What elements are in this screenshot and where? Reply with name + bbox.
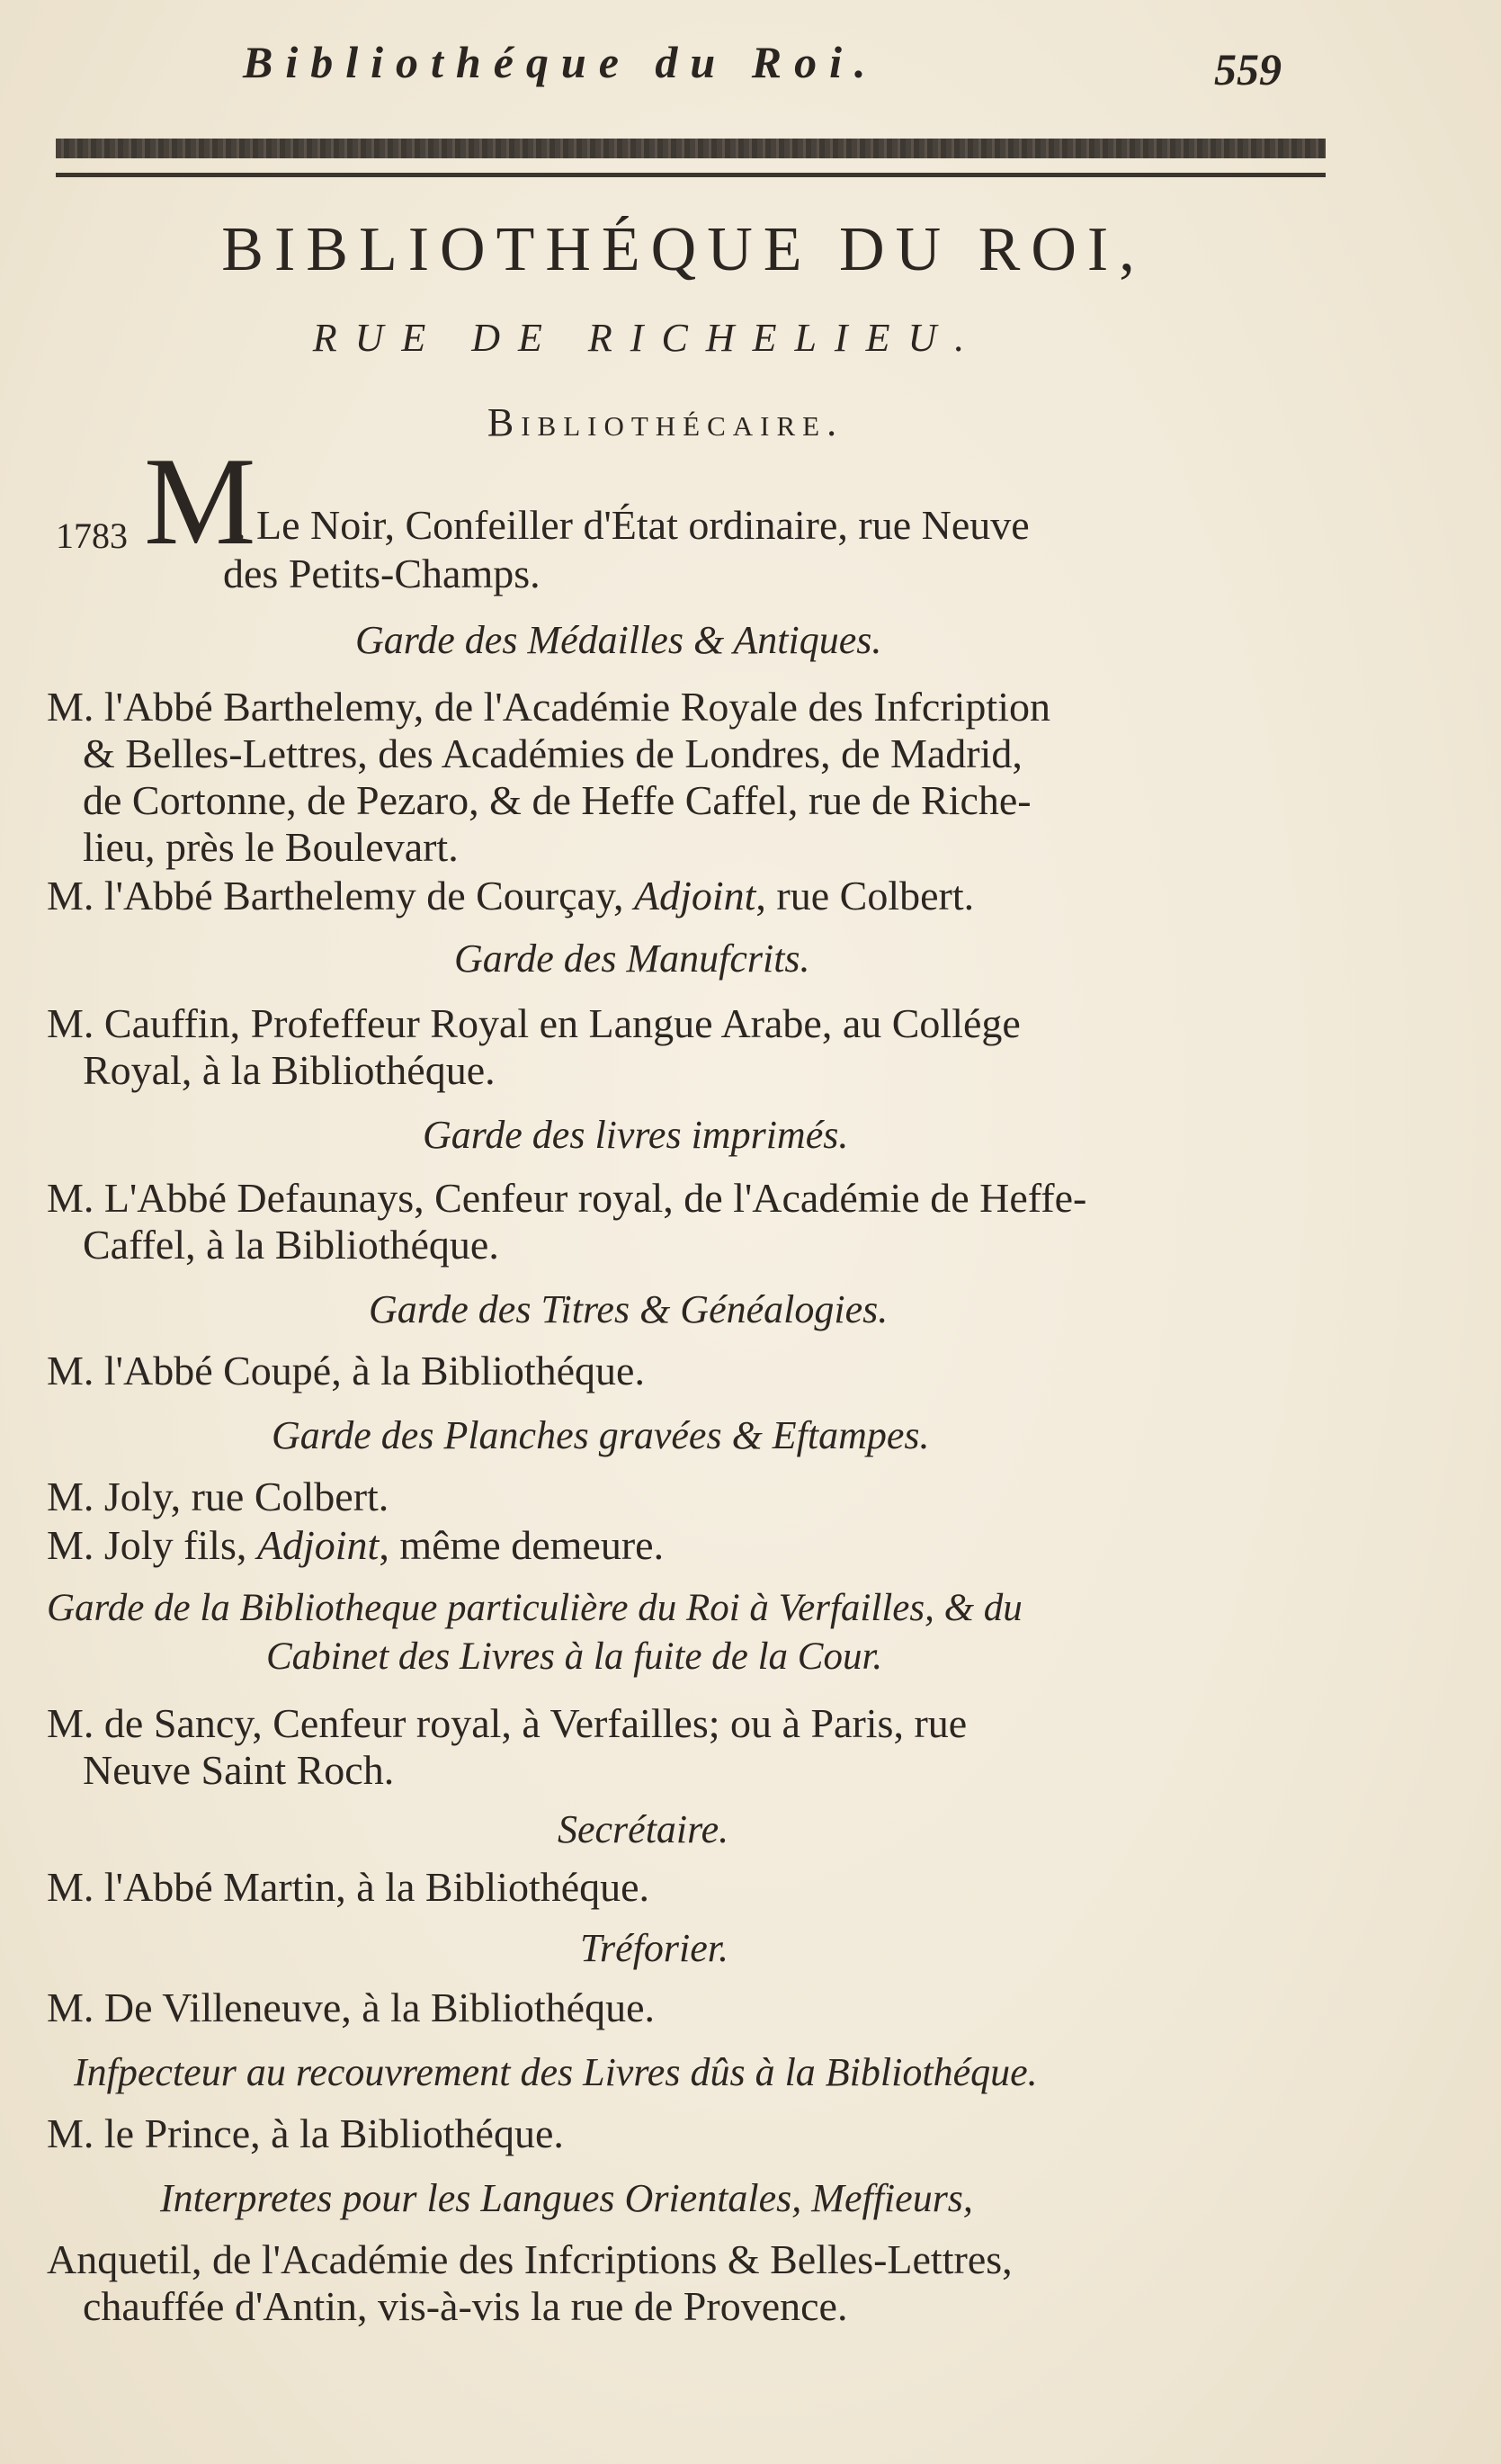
entry-barthelemy-line-3: de Cortonne, de Pezaro, & de Heffe Caffel, rue de Riche- xyxy=(83,777,1032,823)
entry-barthelemy-line-2: & Belles-Lettres, des Académies de Londres, de Madrid, xyxy=(83,730,1023,776)
section-heading-interpretes: Interpretes pour les Langues Orientales, Meffieurs, xyxy=(160,2176,973,2220)
entry-joly: M. Joly, rue Colbert. xyxy=(47,1474,389,1519)
section-heading-tresorier: Tréforier. xyxy=(580,1926,729,1970)
page-subtitle: RUE DE RICHELIEU. xyxy=(312,316,983,360)
page-number: 559 xyxy=(1214,44,1282,94)
entry-sancy-line-2: Neuve Saint Roch. xyxy=(83,1747,395,1793)
entry-barthelemy-line-1: M. l'Abbé Barthelemy, de l'Académie Royale des Infcription xyxy=(47,684,1050,730)
header-rule-ornamental xyxy=(56,139,1326,158)
entry-cauffin-line-2: Royal, à la Bibliothéque. xyxy=(83,1047,496,1093)
entry-prince: M. le Prince, à la Bibliothéque. xyxy=(47,2110,564,2156)
section-heading-titres: Garde des Titres & Généalogies. xyxy=(369,1287,889,1331)
entry-lenoir-line-2: des Petits-Champs. xyxy=(223,551,541,596)
entry-joly-fils-name: M. Joly fils, xyxy=(47,1522,257,1568)
entry-anquetil-line-2: chauffée d'Antin, vis-à-vis la rue de Provence. xyxy=(83,2283,848,2329)
entry-anquetil-line-1: Anquetil, de l'Académie des Infcriptions & Belles-Lettres, xyxy=(47,2236,1013,2282)
section-heading-medailles: Garde des Médailles & Antiques. xyxy=(355,618,882,662)
section-heading-bibliothecaire: Bibliothécaire. xyxy=(487,400,844,444)
section-heading-versailles-line-2: Cabinet des Livres à la fuite de la Cour. xyxy=(266,1635,883,1678)
entry-defaunays-line-1: M. L'Abbé Defaunays, Cenfeur royal, de l'Académie de Heffe- xyxy=(47,1175,1087,1221)
entry-barthelemy-line-4: lieu, près le Boulevart. xyxy=(83,824,459,870)
entry-joly-fils-adjoint: Adjoint xyxy=(256,1522,380,1568)
section-heading-planches: Garde des Planches gravées & Eftampes. xyxy=(272,1413,930,1457)
entry-courcay-name: M. l'Abbé Barthelemy de Courçay, xyxy=(47,873,634,918)
entry-courcay xyxy=(47,873,974,919)
section-heading-manuscrits: Garde des Manufcrits. xyxy=(454,936,810,981)
section-heading-inspecteur: Infpecteur au recouvrement des Livres dûs à la Bibliothéque. xyxy=(74,2050,1038,2094)
entry-year: 1783 xyxy=(56,515,128,556)
entry-villeneuve: M. De Villeneuve, à la Bibliothéque. xyxy=(47,1985,656,2030)
running-head: Bibliothéque du Roi. xyxy=(243,37,879,87)
entry-cauffin-line-1: M. Cauffin, Profeffeur Royal en Langue Arabe, au Collége xyxy=(47,1000,1021,1046)
section-heading-versailles-line-1: Garde de la Bibliotheque particulière du Roi à Verfailles, & du xyxy=(47,1587,1023,1629)
entry-sancy-line-1: M. de Sancy, Cenfeur royal, à Verfailles; ou à Paris, rue xyxy=(47,1700,968,1746)
section-heading-imprimes: Garde des livres imprimés. xyxy=(423,1113,849,1157)
entry-joly-fils-address: , même demeure. xyxy=(379,1522,665,1568)
drop-cap: M xyxy=(144,432,256,571)
entry-courcay-address: , rue Colbert. xyxy=(755,873,975,918)
entry-defaunays-line-2: Caffel, à la Bibliothéque. xyxy=(83,1222,499,1268)
entry-joly-fils xyxy=(47,1522,664,1569)
entry-martin: M. l'Abbé Martin, à la Bibliothéque. xyxy=(47,1864,650,1910)
entry-courcay-adjoint: Adjoint xyxy=(633,873,756,918)
section-heading-secretaire: Secrétaire. xyxy=(558,1807,729,1851)
header-rule-thin xyxy=(56,173,1326,177)
page-title: BIBLIOTHÉQUE DU ROI, xyxy=(221,215,1146,284)
entry-lenoir-line-1: . Le Noir, Confeiller d'État ordinaire, rue Neuve xyxy=(236,502,1030,548)
entry-coupe: M. l'Abbé Coupé, à la Bibliothéque. xyxy=(47,1348,645,1393)
